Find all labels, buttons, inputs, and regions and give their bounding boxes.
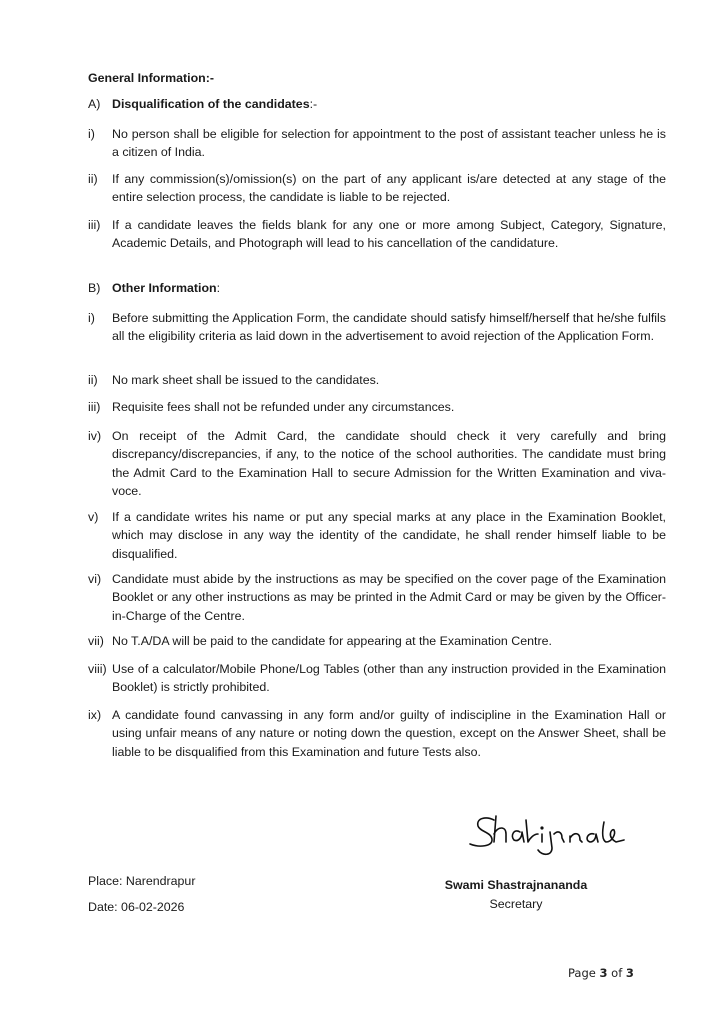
item-text: Candidate must abide by the instructions as may be specified on the cover page of the Examination Booklet or any other instructions as may be printed in the Admit Card or may be given by the Officer-in-Charge of the Centre.	[112, 572, 666, 623]
section-a-label: A)	[88, 97, 101, 111]
item-text: If a candidate leaves the fields blank for any one or more among Subject, Category, Signature, Academic Details, and Photograph will lead to his cancellation of the candidature.	[112, 218, 666, 251]
item-text: No person shall be eligible for selection for appointment to the post of assistant teacher unless he is a citizen of India.	[112, 127, 666, 160]
date-text: Date: 06-02-2026	[88, 900, 185, 914]
list-item	[88, 570, 666, 625]
item-number: vi)	[88, 572, 102, 586]
place-text: Place: Narendrapur	[88, 874, 196, 888]
general-information-heading: General Information:-	[88, 71, 214, 85]
section-a-header	[88, 95, 666, 113]
page-number-current: 3	[599, 966, 608, 980]
item-text: On receipt of the Admit Card, the candidate should check it very carefully and bring discrepancy/discrepancies, if any, to the notice of the school authorities. The candidate must bring the Admit Card to the Examination Hall to secure Admission for the Written Examination and viva-voce.	[112, 429, 666, 498]
item-text: Use of a calculator/Mobile Phone/Log Tables (other than any instruction provided in the Examination Booklet) is strictly prohibited.	[112, 662, 666, 695]
section-a-title-suffix: :-	[309, 97, 318, 111]
page-number-total: 3	[625, 966, 634, 980]
section-a-title: Disqualification of the candidates	[112, 97, 310, 111]
item-number: viii)	[88, 662, 107, 676]
section-b-header	[88, 279, 666, 297]
item-number: ix)	[88, 708, 102, 722]
page-number	[568, 964, 634, 982]
item-number: ii)	[88, 373, 98, 387]
item-text: No T.A/DA will be paid to the candidate for appearing at the Examination Centre.	[112, 634, 552, 648]
list-item	[88, 632, 666, 650]
list-item	[88, 508, 666, 563]
section-b-label: B)	[88, 281, 101, 295]
list-item	[88, 216, 666, 253]
item-number: iv)	[88, 429, 102, 443]
page-number-middle: of	[607, 966, 626, 980]
item-number: ii)	[88, 172, 98, 186]
list-item	[88, 125, 666, 162]
list-item	[88, 427, 666, 500]
list-item	[88, 398, 666, 416]
item-number: i)	[88, 127, 95, 141]
signatory-name: Swami Shastrajnananda	[444, 878, 588, 892]
item-number: iii)	[88, 400, 101, 414]
list-item	[88, 170, 666, 207]
item-text: Requisite fees shall not be refunded under any circumstances.	[112, 400, 455, 414]
item-text: Before submitting the Application Form, the candidate should satisfy himself/herself that he/she fulfils all the eligibility criteria as laid down in the advertisement to avoid rejection of the Application Form.	[112, 311, 666, 344]
item-text: No mark sheet shall be issued to the candidates.	[112, 373, 380, 387]
list-item	[88, 371, 666, 389]
signatory-title: Secretary	[489, 897, 543, 911]
item-number: v)	[88, 510, 99, 524]
section-b-title: Other Information	[112, 281, 217, 295]
item-number: i)	[88, 311, 95, 325]
page-number-prefix: Page	[568, 966, 600, 980]
item-number: vii)	[88, 634, 104, 648]
list-item	[88, 706, 666, 761]
list-item	[88, 660, 666, 697]
item-number: iii)	[88, 218, 101, 232]
list-item	[88, 309, 666, 346]
section-b-title-suffix: :	[216, 281, 221, 295]
item-text: If a candidate writes his name or put any special marks at any place in the Examination Booklet, which may disclose in any way the identity of the candidate, he shall render himself liable to be disqualified.	[112, 510, 666, 561]
handwritten-signature-icon	[436, 812, 646, 862]
item-text: If any commission(s)/omission(s) on the part of any applicant is/are detected at any stage of the entire selection process, the candidate is liable to be rejected.	[112, 172, 666, 205]
item-text: A candidate found canvassing in any form and/or guilty of indiscipline in the Examination Hall or using unfair means of any nature or noting down the question, except on the Answer Sheet, shall be liable to be disqualified from this Examination and future Tests also.	[112, 708, 666, 759]
